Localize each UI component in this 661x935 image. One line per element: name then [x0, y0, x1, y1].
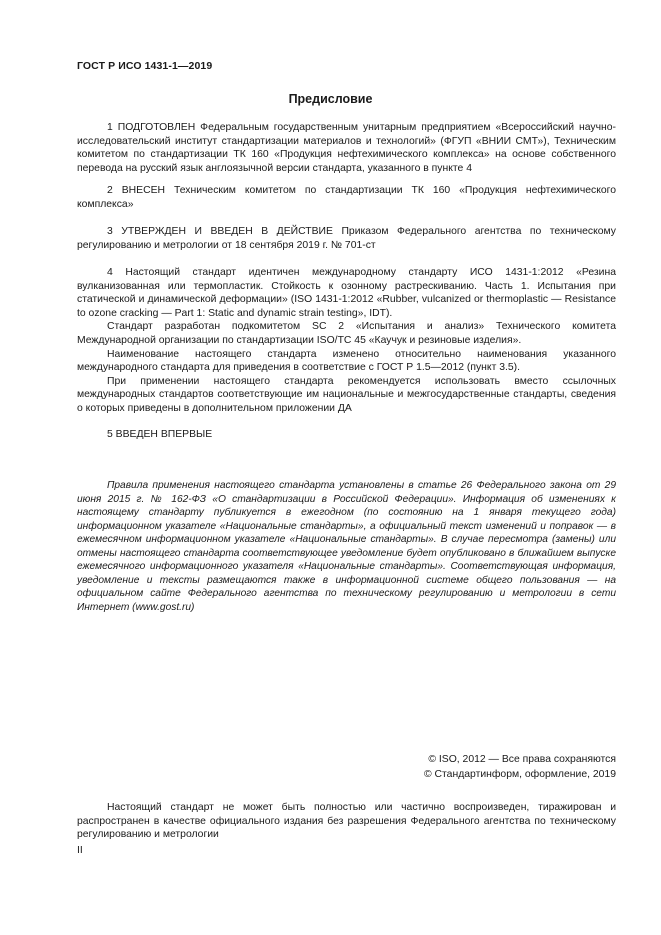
- document-code: ГОСТ Р ИСО 1431-1—2019: [77, 60, 213, 72]
- copyright-standartinform: © Стандартинформ, оформление, 2019: [423, 769, 616, 780]
- application-rules-notice: [77, 479, 616, 614]
- preface-item-4: [77, 266, 616, 416]
- page-number: II: [77, 845, 83, 856]
- preface-item-4-paragraph-4: При применении настоящего стандарта рекомендуется использовать вместо ссылочных международных стандартов соответствующие им национальные и межгосударственные стандарты, сведения о которых приведены в дополнительном приложении ДА: [77, 375, 616, 414]
- page-title: Предисловие: [288, 92, 373, 106]
- preface-item-2-text: 2 ВНЕСЕН Техническим комитетом по стандартизации ТК 160 «Продукция нефтехимического комплекса»: [77, 185, 616, 210]
- reprint-restriction: [77, 801, 616, 842]
- preface-item-5-text: 5 ВВЕДЕН ВПЕРВЫЕ: [107, 429, 213, 440]
- preface-item-4-paragraph-2: Стандарт разработан подкомитетом SC 2 «Испытания и анализ» Технического комитета Международной организации по стандартизации ISO/TC 45 «Каучук и резиновые изделия».: [77, 321, 616, 346]
- preface-item-4-text: 4 Настоящий стандарт идентичен международному стандарту ИСО 1431-1:2012 «Резина вулканизованная или термопластик. Стойкость к озонному растрескиванию. Часть 1. Испытания при статической и динамической деформации» (ISO 1431-1:2012 «Rubber, vulcanized or thermoplastic — Resistance to ozone cracking — Part 1: Static and dynamic strain testing», IDT).: [77, 267, 616, 319]
- preface-item-3-text: 3 УТВЕРЖДЕН И ВВЕДЕН В ДЕЙСТВИЕ Приказом Федерального агентства по техническому регулированию и метрологии от 18 сентября 2019 г. № 701-ст: [77, 226, 616, 251]
- preface-item-2: [77, 184, 616, 211]
- preface-item-5: [77, 428, 616, 442]
- preface-item-4-paragraph-3: Наименование настоящего стандарта изменено относительно наименования указанного международного стандарта для приведения в соответствие с ГОСТ Р 1.5—2012 (пункт 3.5).: [77, 348, 616, 374]
- preface-item-1-text: 1 ПОДГОТОВЛЕН Федеральным государственным унитарным предприятием «Всероссийский научно-исследовательский институт стандартизации материалов и технологий» (ФГУП «ВНИИ СМТ»), Техническим комитетом по стандартизации ТК 160 «Продукция нефтехимического комплекса» на основе собственного перевода на русский язык англоязычной версии стандарта, указанного в пункте 4: [77, 122, 616, 174]
- copyright-iso: © ISO, 2012 — Все права сохраняются: [428, 754, 616, 765]
- preface-item-1: [77, 121, 616, 175]
- copyright-block: [424, 752, 616, 782]
- reprint-restriction-text: Настоящий стандарт не может быть полностью или частично воспроизведен, тиражирован и распространен в качестве официального издания без разрешения Федерального агентства по техническому регулированию и метрологии: [77, 802, 616, 841]
- preface-item-3: [77, 225, 616, 252]
- application-rules-text: Правила применения настоящего стандарта установлены в статье 26 Федерального закона от 29 июня 2015 г. № 162-ФЗ «О стандартизации в Российской Федерации». Информация об изменениях к настоящему стандарту публикуется в ежегодном (по состоянию на 1 января текущего года) информационном указателе «Национальные стандарты», а официальный текст изменений и поправок — в ежемесячном информационном указателе «Национальные стандарты». В случае пересмотра (замены) или отмены настоящего стандарта соответствующее уведомление будет опубликовано в ближайшем выпуске ежемесячного информационного указателя «Национальные стандарты». Соответствующая информация, уведомление и тексты размещаются также в информационной системе общего пользования — на официальном сайте Федерального агентства по техническому регулированию и метрологии в сети Интернет (www.gost.ru): [77, 480, 616, 613]
